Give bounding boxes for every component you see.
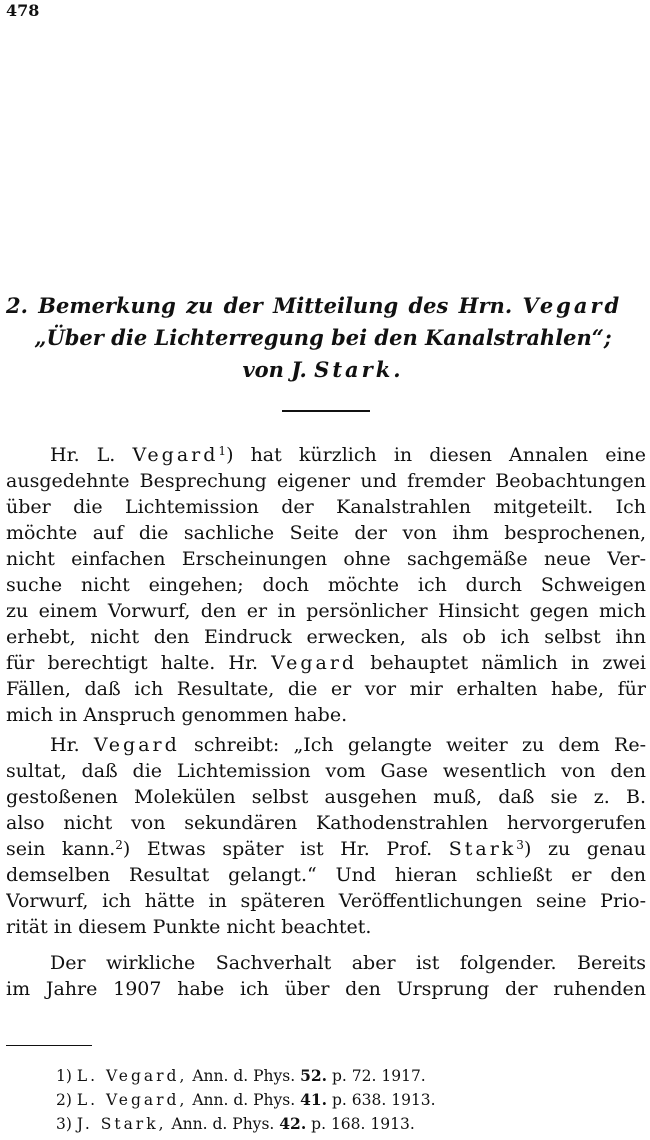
text-line: über die Lichtemission der Kanalstrahlen mitgeteilt. Ich [6, 496, 646, 518]
footnote-page: p. 72. 1917. [332, 1067, 426, 1085]
text-line: Der wirkliche Sachverhalt aber ist folgender. Bereits [50, 952, 646, 974]
footnote-journal: Ann. d. Phys. [171, 1115, 275, 1133]
text-line: für berechtigt halte. Hr. Vegard behauptet nämlich in zwei [6, 652, 646, 674]
title-author-name: Stark. [314, 357, 404, 382]
footnote-volume: 42. [279, 1114, 307, 1133]
spaced-name: Stark [448, 838, 517, 860]
text-line: mich in Anspruch genommen habe. [6, 704, 348, 726]
footnote-author: J. Stark, [76, 1115, 167, 1133]
text-line: gestoßenen Molekülen selbst ausgehen muß, daß sie z. B. [6, 786, 646, 808]
text-line: zu einem Vorwurf, den er in persönlicher Hinsicht gegen mich [6, 600, 646, 622]
footnote-rule [6, 1045, 92, 1046]
spaced-name: Vegard [271, 652, 358, 674]
footnote-number: 1) [56, 1067, 72, 1085]
footnote-number: 3) [56, 1115, 72, 1133]
footnotes [56, 1064, 436, 1136]
title-line-2: „Über die Lichterregung bei den Kanalstrahlen“; [34, 325, 612, 350]
footnote-author: L. Vegard, [76, 1067, 188, 1085]
title-name-vegard: Vegard [522, 293, 623, 318]
text-line: sein kann.$^2$) Etwas später ist Hr. Prof. Stark$^3$) zu genau [6, 838, 646, 860]
footnote-number: 2) [56, 1091, 72, 1109]
footnote-ref: 3 [516, 838, 524, 852]
article-title [0, 290, 646, 386]
footnote-author: L. Vegard, [76, 1091, 188, 1109]
text-line: sultat, daß die Lichtemission vom Gase wesentlich von den [6, 760, 646, 782]
paragraph [6, 950, 646, 1002]
footnote-journal: Ann. d. Phys. [192, 1091, 296, 1109]
footnote [56, 1112, 436, 1136]
paragraph [6, 732, 646, 940]
title-text: 2. Bemerkung zu der Mitteilung des Hrn. [6, 293, 523, 318]
text-line: ausgedehnte Besprechung eigener und fremder Beobachtungen [6, 470, 646, 492]
footnote-ref: 2 [115, 838, 123, 852]
paragraph [6, 442, 646, 728]
text-line: erhebt, nicht den Eindruck erwecken, als ob ich selbst ihn [6, 626, 646, 648]
title-line-3 [0, 354, 646, 386]
text-line: möchte auf die sachliche Seite der von ihm besprochenen, [6, 522, 646, 544]
text-line: demselben Resultat gelangt.“ Und hieran schließt er den [6, 864, 646, 886]
text-line: nicht einfachen Erscheinungen ohne sachgemäße neue Ver- [6, 548, 646, 570]
spaced-name: Vegard [93, 734, 180, 756]
text-line: im Jahre 1907 habe ich über den Ursprung der ruhenden [6, 978, 646, 1000]
footnote-page: p. 168. 1913. [311, 1115, 415, 1133]
spaced-name: Vegard [132, 444, 219, 466]
page-number: 478 [6, 1, 40, 20]
text-line: Hr. L. Vegard$^1$) hat kürzlich in diesen Annalen eine [50, 444, 646, 466]
text-line: Vorwurf, ich hätte in späteren Veröffentlichungen seine Prio- [6, 890, 646, 912]
body-text [6, 442, 646, 1006]
text-line: also nicht von sekundären Kathodenstrahlen hervorgerufen [6, 812, 646, 834]
footnote-journal: Ann. d. Phys. [192, 1067, 296, 1085]
footnote-volume: 41. [300, 1090, 328, 1109]
footnote-volume: 52. [300, 1066, 328, 1085]
text-line: Fällen, daß ich Resultate, die er vor mir erhalten habe, für [6, 678, 646, 700]
text-line: rität in diesem Punkte nicht beachtet. [6, 916, 372, 938]
title-line-1 [0, 290, 646, 322]
text-line: suche nicht eingehen; doch möchte ich durch Schweigen [6, 574, 646, 596]
footnote [56, 1088, 436, 1112]
text-line: Hr. Vegard schreibt: „Ich gelangte weiter zu dem Re- [50, 734, 646, 756]
footnote-ref: 1 [218, 444, 227, 458]
title-author-prefix: von J. [242, 357, 315, 382]
footnote [56, 1064, 436, 1088]
footnote-page: p. 638. 1913. [332, 1091, 436, 1109]
title-rule [282, 410, 370, 412]
